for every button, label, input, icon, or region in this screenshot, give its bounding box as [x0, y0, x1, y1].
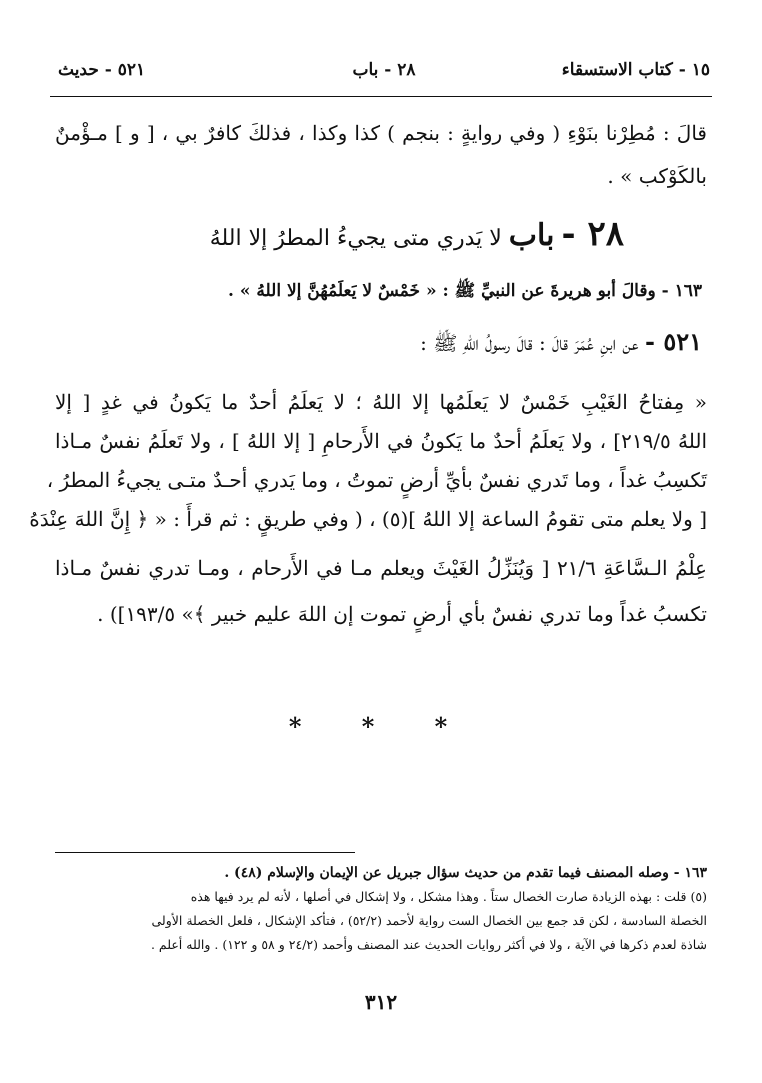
header-chapter: ٢٨ - باب [352, 60, 416, 80]
section-separator: * * * [288, 712, 474, 741]
hadith-line: « مِفتاحُ الغَيْبِ خَمْسٌ لا يَعلَمُها إلا اللهُ ؛ لا يَعلَمُ أحدٌ ما يَكونُ في غدٍ [ إلا [55, 390, 707, 414]
page-number: ٣١٢ [364, 990, 398, 1014]
hadith-line: عِلْمُ الـسَّاعَةِ ٢١/٦ [ وَيُنَزِّلُ الغَيْثَ ويعلم مـا في الأَرحام ، ومـا تدري نفسٌ مـاذا [55, 556, 707, 580]
running-header [58, 60, 710, 90]
intro-line-1: قالَ : مُطِرْنا بنَوْءِ ( وفي روايةٍ : بنجم ) كذا وكذا ، فذلكَ كافرٌ بي ، [ و ] مـؤْمنٌ [55, 121, 707, 145]
hadith-line: تكسبُ غداً وما تدري نفسٌ بأي أرضٍ تموت إن اللهَ عليم خبير ﴾» ١٩٣/٥]) . [97, 602, 707, 626]
mualaq-text: ١٦٣ - وقالَ أبو هريرةَ عن النبيِّ ﷺ : « خَمْسٌ لا يَعلَمُهُنَّ إلا اللهُ » . [228, 281, 702, 301]
hadith-line: تَكسِبُ غداً ، وما تَدري نفسٌ بأيِّ أرضٍ تموتُ ، وما يَدري أحـدٌ متـى يجيءُ المطرُ ، [46, 468, 707, 492]
chapter-number: ٢٨ - [561, 214, 624, 254]
hadith-line: [ ولا يعلم متى تقومُ الساعة إلا اللهُ ](٥) ، ( وفي طريقٍ : ثم قرأَ : « ﴿ إِنَّ اللهَ عِنْدَهُ [29, 507, 707, 531]
footnote-line: شاذة لعدم ذكرها في الآية ، ولا في أكثر روايات الحديث عند المصنف وأحمد (٢٤/٢ و ٥٨ و ١٢٢) . والله أعلم . [150, 937, 707, 952]
chapter-heading [210, 214, 624, 254]
hadith-number: ٥٢١ - [645, 327, 702, 356]
header-book-title: ١٥ - كتاب الاستسقاء [561, 60, 710, 80]
footnote-divider [55, 852, 355, 853]
hadith-line: اللهُ ٢١٩/٥] ، ولا يَعلَمُ أحدٌ ما يَكونُ في الأَرحامِ [ إلا اللهُ ] ، ولا تَعلَمُ نفسٌ مـاذا [55, 429, 707, 453]
footnote-line: ١٦٣ - وصله المصنف فيما تقدم من حديث سؤال جبريل عن الإيمان والإسلام (٤٨) . [224, 865, 707, 881]
header-divider [50, 96, 712, 97]
hadith-isnad-line [55, 327, 702, 358]
footnote-line: الخصلة السادسة ، لكن قد جمع بين الخصال الست رواية لأحمد (٥٢/٢) ، فتأكد الإشكال ، فلعل الخصلة الأولى [151, 913, 707, 928]
chapter-title: لا يَدري متى يجيءُ المطرُ إلا اللهُ [209, 226, 502, 251]
footnote-line: (٥) قلت : بهذه الزيادة صارت الخصال ستاً . وهذا مشكل ، ولا إشكال في أصلها ، لأنه لم يرد فيها هذه [190, 889, 707, 904]
intro-line-2: بالكَوْكب » . [607, 164, 707, 188]
header-hadith-number: ٥٢١ - حديث [58, 60, 146, 80]
chapter-label: باب [508, 218, 555, 253]
hadith-isnad: عن ابنِ عُمَرَ قالَ : قالَ رسولُ اللهِ ﷺ : [420, 331, 639, 355]
